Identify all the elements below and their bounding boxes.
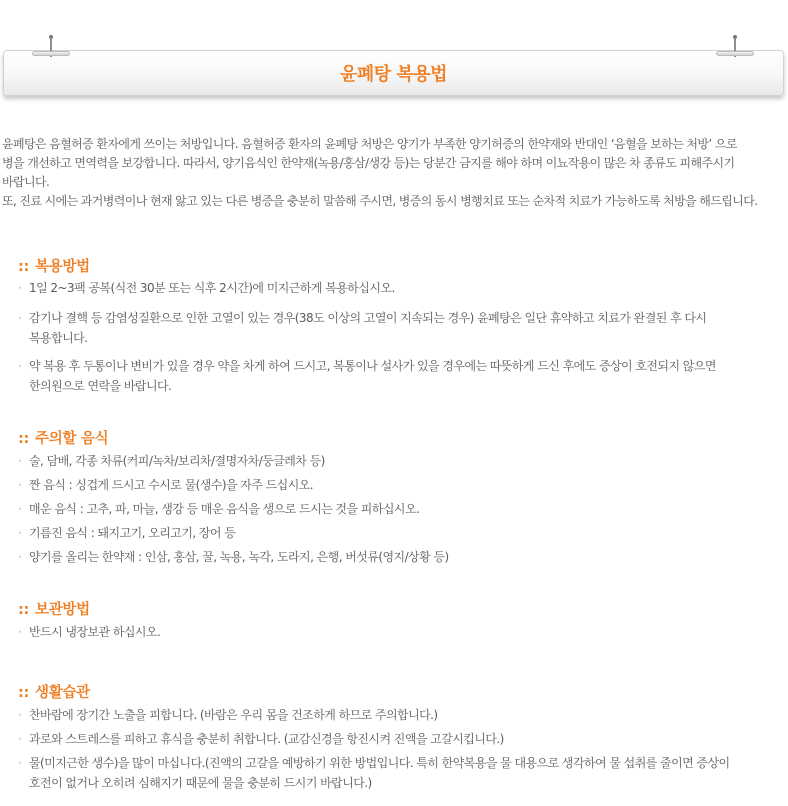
bullet-icon: · <box>18 756 22 770</box>
list-item: · 약 복용 후 두통이나 변비가 있을 경우 약을 차게 하여 드시고, 복통이나 설사가 있을 경우에는 따뜻하게 드신 후에도 증상이 호전되지 않으면 한의원으로 연락을 바랍니다. <box>18 356 778 396</box>
bullet-icon: · <box>18 526 22 540</box>
intro-paragraph <box>2 135 786 211</box>
intro-line: 또, 진료 시에는 과거병력이나 현재 앓고 있는 다른 병증을 충분히 말씀해 주시면, 병증의 동시 병행치료 또는 순차적 치료가 가능하도록 처방을 해드립니다. <box>2 194 758 208</box>
bullet-icon: · <box>18 732 22 746</box>
list-item: · 양기를 올리는 한약재 : 인삼, 홍삼, 꿀, 녹용, 녹각, 도라지, 은행, 버섯류(영지/상황 등) <box>18 547 778 567</box>
bullet-icon: · <box>18 311 22 325</box>
section-title-storage: :: 보관방법 <box>18 602 90 618</box>
hanging-pin-icon <box>716 35 754 57</box>
list-item: · 1일 2~3팩 공복(식전 30분 또는 식후 2시간)에 미지근하게 복용하십시오. <box>18 278 778 298</box>
title-banner <box>3 50 784 96</box>
bullet-icon: · <box>18 359 22 373</box>
list-item: · 과로와 스트레스를 피하고 휴식을 충분히 취합니다. (교감신경을 항진시켜 진액을 고갈시킵니다.) <box>18 729 778 749</box>
bullet-icon: · <box>18 625 22 639</box>
intro-line: 병을 개선하고 면역력을 보강합니다. 따라서, 양기음식인 한약재(녹용/홍삼/생강 등)는 당분간 금지를 해야 하며 이뇨작용이 많은 차 종류도 피해주시기 <box>2 156 735 170</box>
list-item: · 감기나 결핵 등 감염성질환으로 인한 고열이 있는 경우(38도 이상의 고열이 지속되는 경우) 윤폐탕은 일단 휴약하고 치료가 완결된 후 다시 복용합니다. <box>18 308 778 348</box>
list-item: · 매운 음식 : 고추, 파, 마늘, 생강 등 매운 음식을 생으로 드시는 것을 피하십시오. <box>18 499 778 519</box>
list-item: · 찬바람에 장기간 노출을 피합니다. (바람은 우리 몸을 건조하게 하므로 주의합니다.) <box>18 705 778 725</box>
page-title: 윤폐탕 복용법 <box>339 64 448 85</box>
bullet-icon: · <box>18 502 22 516</box>
bullet-icon: · <box>18 454 22 468</box>
bullet-icon: · <box>18 708 22 722</box>
bullet-icon: · <box>18 550 22 564</box>
list-item: · 기름진 음식 : 돼지고기, 오리고기, 장어 등 <box>18 523 778 543</box>
list-item: · 반드시 냉장보관 하십시오. <box>18 622 778 642</box>
hanging-pin-icon <box>32 35 70 57</box>
bullet-icon: · <box>18 281 22 295</box>
list-item: · 물(미지근한 생수)을 많이 마십니다.(진액의 고갈을 예방하기 위한 방법입니다. 특히 한약복용을 물 대용으로 생각하여 물 섭취를 줄이면 증상이 호전이 없거나 오히려 심해지기 때문에 물을 충분히 드시기 바랍니다.) <box>18 753 778 793</box>
intro-line: 윤폐탕은 음혈허증 환자에게 쓰이는 처방입니다. 음혈허증 환자의 윤폐탕 처방은 양기가 부족한 양기허증의 한약재와 반대인 ‘음혈을 보하는 처방’ 으로 <box>2 137 737 151</box>
list-item: · 술, 담배, 각종 차류(커피/녹차/보리차/결명자차/둥글레차 등) <box>18 451 778 471</box>
section-title-dosage: :: 복용방법 <box>18 259 90 275</box>
intro-line: 바랍니다. <box>2 175 50 189</box>
bullet-icon: · <box>18 478 22 492</box>
list-item: · 짠 음식 : 싱겁게 드시고 수시로 물(생수)을 자주 드십시오. <box>18 475 778 495</box>
section-title-lifestyle: :: 생활습관 <box>18 685 90 701</box>
section-title-foods: :: 주의할 음식 <box>18 431 109 447</box>
